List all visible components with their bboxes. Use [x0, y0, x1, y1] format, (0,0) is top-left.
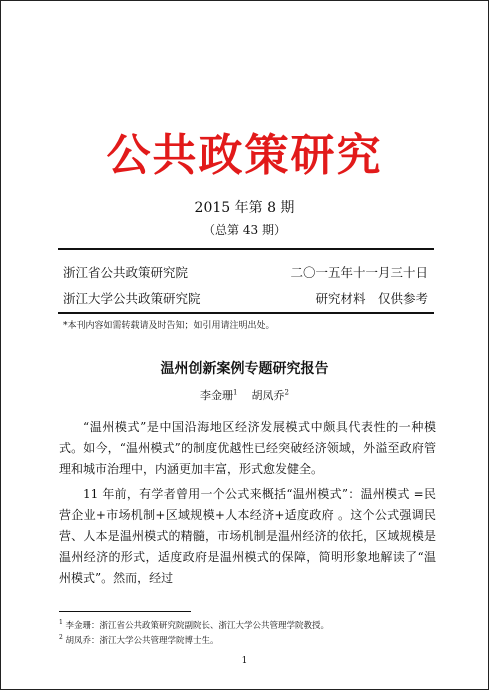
org-row-2 [63, 289, 428, 307]
publish-date: 二〇一五年十一月三十日 [290, 265, 428, 280]
reprint-notice: *本刊内容如需转载请及时告知；如引用请注明出处。 [63, 321, 275, 331]
total-issue-number: （总第 43 期） [203, 223, 286, 237]
footnote-text: 胡凤乔：浙江大学公共管理学院博士生。 [65, 635, 219, 646]
article-body [59, 417, 436, 593]
footnote-divider [59, 611, 191, 612]
body-paragraph: “温州模式”是中国沿海地区经济发展模式中颇具代表性的一种模式。如今，“温州模式”的制度优越性已经突破经济领域，外溢至政府管理和城市治理中，内涵更加丰富，形式愈发健全。 [59, 420, 436, 476]
author-name: 李金珊 [200, 389, 234, 402]
org-row-1 [63, 263, 428, 281]
article-authors [1, 387, 488, 403]
org-name-university: 浙江大学公共政策研究院 [63, 291, 201, 306]
footnote-marker: 2 [284, 388, 289, 397]
footnote-marker: 1 [59, 619, 63, 626]
page-number: 1 [241, 656, 248, 666]
issue-number: 2015 年第 8 期 [194, 200, 295, 216]
document-classification: 研究材料 仅供参考 [315, 291, 428, 306]
masthead-title: 公共政策研究 [106, 130, 383, 181]
footnotes [59, 617, 329, 647]
top-rule [58, 248, 434, 250]
body-paragraph: 11 年前，有学者曾用一个公式来概括“温州模式”：温州模式 =民营企业+市场机制+区域规模+人本经济+适度政府 。这个公式强调民营、人本是温州模式的精髓，市场机制是温州经济的依托，区域规模是温州经济的形式，适度政府是温州模式的保障，简明形象地解读了“温州模式”。然而，经过 [59, 487, 436, 585]
footnote-text: 李金珊：浙江省公共政策研究院副院长、浙江大学公共管理学院教授。 [65, 620, 330, 631]
footnote-marker: 1 [233, 388, 238, 397]
bottom-rule [58, 312, 434, 314]
org-name-provincial: 浙江省公共政策研究院 [63, 265, 189, 280]
footnote-item [59, 617, 329, 632]
footnote-item [59, 632, 329, 647]
article-title: 温州创新案例专题研究报告 [160, 361, 329, 377]
footnote-marker: 2 [59, 633, 63, 641]
author-name: 胡凤乔 [251, 389, 285, 402]
